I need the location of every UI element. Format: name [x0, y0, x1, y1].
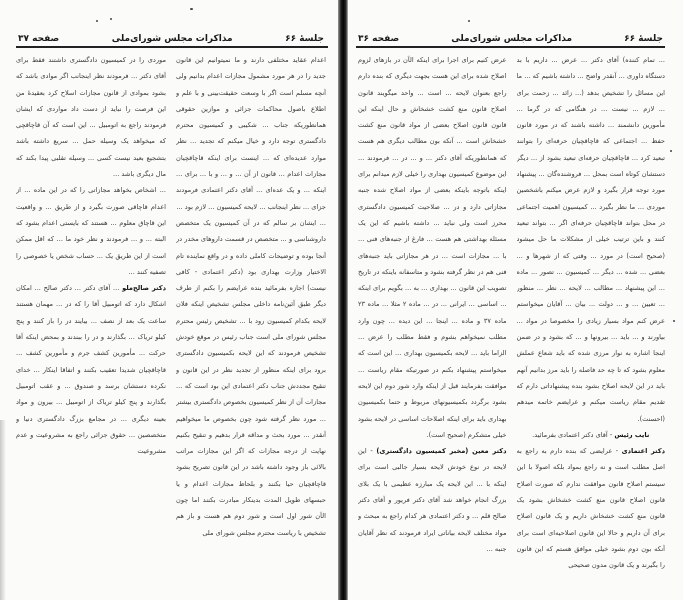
paragraph: اعدام عقاید مختلفی دارند و ما نمیتوانیم این قانون جدید را در هر مورد مشمول مجازات اعدام بدانیم ولی آنچه مسلم است اگر با وسعت حقیقت‌بینی و با علم و اطلاع باصول محاکمات جزائی و موازین حقوقی همانطوریکه جناب ... شکیبی و کمیسیون محترم دادگستری توجه دارد و خیال میکنم که تجدید ... نظر موارد عدیده‌ای که ... اینست برای اینکه قاچاقچیان مجازات اعدام ... قانون از آن ... و ... و با ... برای ... اینکه ... و یک عده‌ای ... آقای دکتر اعتمادی فرمودند جزای ... نظر اینجانب ... لایحه کمیسیون ... لازم بود ... — [176, 56, 326, 211]
scan-speck — [96, 20, 98, 22]
session-number: جلسهٔ ۶۶ — [624, 34, 663, 44]
speech-text: - عرایضی که بنده دارم به راجع به اصل مطلب است و نه راجع بمواد بلکه اصولا با این سیستم اصلاح قانون موافقت ندارم که صورت اصلاح قانون اصلاح قانون منع کشت خشخاش بشود یک قانون منع کشت خشخاش داریم و یک قانون اصلاح برای آن داریم و حالا این قانون اصلاحیه‌ای است برای آنکه بون دوم بشود خیلی موافق هستم که این قانون را بگیرند و یک قانون مدون صحیحی — [516, 447, 665, 570]
running-title: مذاکرات مجلس شورای‌ملی — [451, 34, 573, 44]
text-columns — [358, 52, 665, 582]
speech-text: ... آقای دکتر ... دکتر صالح ... امکان اشکال دارد که اتومبیل آقا را که در ... مهمان هستند ساعت یک بعد از نصف ... بیایند در را باز کنند و پنج کیلو تریاک ... بگذارند و در را ببندند و بمحض اینکه آقا حرکت ... مأمورین کشف جرم و مأمورین کشف ... قاچاقچیان شدیدا تعقیب بکنند و اتفاقا اینکار ... خدای نکرده دستشان برسد و صندوق ... و عقب اتومبیل بگذارند و پنج کیلو تریاک از اتومبیل ... بیرون و مواد بعینه دیگری ... در مجامع بزرگ دادگستری دنیا و متخصصین ... حقوق جزائی راجع به مشروعیت و عدم مشروعیت — [16, 284, 166, 456]
column-right — [517, 52, 666, 582]
scan-shadow — [0, 420, 6, 600]
header-rule — [356, 46, 665, 48]
page-number: صفحه ۳۶ — [358, 34, 400, 44]
header-rule — [16, 46, 328, 48]
scan-speck — [670, 150, 672, 152]
speech-text: - آقای دکتر اعتمادی بفرمائید. — [532, 430, 613, 439]
session-number: جلسهٔ ۶۶ — [285, 34, 324, 44]
column-right — [176, 52, 326, 582]
running-title: مذاکرات مجلس شورای‌ملی — [111, 34, 233, 44]
scan-speck — [190, 8, 193, 10]
page-37 — [0, 0, 338, 600]
scan-speck — [673, 320, 675, 322]
page-36 — [348, 0, 683, 600]
column-left — [358, 52, 507, 582]
scan-speck — [110, 18, 112, 20]
paragraph — [16, 280, 166, 459]
binding-gutter — [338, 0, 348, 600]
page-header — [18, 30, 324, 44]
speaker-name: نایب رئیس — [614, 430, 650, 439]
text-columns — [16, 52, 326, 582]
speaker-name: دکتر معین (مخبر کمیسیون دادگستری) — [376, 447, 507, 456]
paragraph — [517, 427, 666, 443]
paragraph — [517, 443, 666, 573]
paragraph: ... تمام کننده) آقای دکتر ... عرض ... داریم با بد دستگاه داوری ... آنقدر واضح ... داشته باشیم که ... ما این مسائل را تشخیص بدهد (... زائد ... زحمت برای ... لازم ... نیست ... در هنگامی که در گرما ... مأمورین دانشمند ... داشته باشند که در مورد قانون حفظ ... اجتماعی که قاچاقچیان حرفه‌ای را بتوانند تبعید کرد ... قاچاقچیان حرفه‌ای تبعید بشود از ... دیگر دستشان کوتاه است بمحل ... فروشنده‌گان ... پیشنهاد مورد توجه قرار بگیرد و لازم عرض میکنم باشخصین موردی ... ما نظر بگیرد ... کمیسیون اهمیت اجتماعی در محل بتواند قاچاقچیان حرفه‌ای اگر ... بتواند تبعید کنند و باین ترتیب خیلی از مشکلات ما حل میشود (صحیح است) در مورد ... وقتی که از شهرها و ... بعضی ... شده ... دیگر ... کمیسیون ... تصور ... ماده ... این پیشنهاد ... مطالب ... لایحه ... نظر ... منظور ... تعیین ... و ... دولت ... بیان ... آقایان میخواستم عرض کنم مواد بسیار زیادی را مخصوصا در مواد ... بیاورند و ... باید ... بیرونها و ... که بشود و در ضمن اینجا اشاره به نوار مرزی شده که باید شعاع عملش معلوم بشود که تا چه حد فاصله را باید مرز بدانیم آنهم باید در این لایحه اصلاح بشود بنده پیشنهاداتی دارم که تقدیم مقام ریاست میکنم و عرایضم خاتمه میدهم (احسنت). — [516, 56, 665, 423]
page-header — [358, 30, 663, 44]
paragraph: عرض کنیم برای اجرا برای اینکه الآن در بازهای لزوم اصلاح شده برای این هست بجهت دیگری که بنده دارم راجع بعنوان لایحه ... است ... واحد میگویند قانون اصلاح قانون منع کشت خشخاش و حال اینکه این قانون قانون اصلاح بعضی از مواد قانون منع کشت خشخاش است ... آنکه بون مطالب دیگری هم هست که همانطوریکه آقای دکتر ... و ... در ... فرمودند ... این موضوع کمیسیون بهداری را خیلی لازم میدانم برای اینکه باتوجه باینکه بعضی از مواد اصلاح شده جنبه مجازاتی دارد و در ... صلاحیت کمیسیون دادگستری محرز است ولی نباید ... داشته باشیم که این یک مسئله بهداشتی هم هست ... فارغ از جنبه‌های فنی ... با ... مجازات است ... در هر مجازاتی باید جنبه‌های فنی هم در نظر گرفته بشود و متاسفانه باینکه در تاریخ تصویب این قانون ... بهداری ... به ... بگویم برای اینکه ... اساسی ... ایرانی ... در ... ماده ۲ مثلا ... ماده ۲۳ ماده ۳۷ و ماده ... اینجا ... این دیده ... چون وارد مطلب نمیخواهم بشوم و فقط مطلب را عرض ... الزاما باید ... لایحه بکمیسیون بهداری ... این است که میخواستم پیشنهاد بکنم در صورتیکه مقام ریاست ... موافقت بفرمایند قبل از اینکه وارد شور دوم این لایحه بشود برگردد بکمیسیونهای مربوط و حتما بکمیسیون بهداری باید برای اینکه اصلاحات اساسی در لایحه بشود خیلی متشکرم (صحیح است). — [358, 56, 507, 439]
speech-text: - این لایحه در نوع خودش لایحه بسیار جالبی است برای اینکه با ... این لایحه یک مبارزه عظیمی با یک بلای بزرگ انجام خواهد شد آقای دکتر فریور و آقای دکتر صالح قلم ... و دکتر اعتمادی هر کدام راجع به مبحث و مواد مختلف لایحه بیاناتی ایراد فرمودند که نظر آقایان جنبه ... — [358, 447, 507, 553]
paragraph: ... اشخاص بخواهد مجازاتی را که در این ماده ... از اعدام قاچاقی صورت بگیرد و از طریق ... و واقعیت این قاچاق معلوم ... هستند که بایستی اعدام بشود که البته ... و ... فرمودند و نظر خود ما ... که اقل ممکن است از این طریق یک ... حساب شخص یا خصوصی را تصفیه کنند ... — [16, 186, 166, 276]
speaker-name: دکتر صالح‌ملو — [122, 284, 166, 293]
page-number: صفحه ۳۷ — [18, 34, 60, 44]
paragraph: موردی را در کمیسیون دادگستری داشتند فقط برای آقای دکتر ... فرمودند نظر اینجانب اگر موادی باشد که بشود بموادی از قانون مجازات اسلاح کرد بعقیدهٔ من این فرصت را نباید از دست داد مواردی که ایشان فرمودند راجع به اتومبیل ... این است که آن قاچاقچی که میخواهد یک وسیله حمل ... سریع داشته باشد بتشجیع بعید نیست کسی ... وسیله تقلبی پیدا بکند که مال دیگری باشد ... — [16, 56, 166, 179]
paragraph: ... ایشان بر سالم که در آن کمیسیون یک متخصص داروشناسی و ... متخصص در قسمت داروهای مخدر در آنجا بوده و توضیحات کاملی داده و در واقع نماینده تام الاختیار وزارت بهداری بود (دکتر اعتمادی - کافی نیست) اجازه بفرمائید بنده عرایضم را بکنم از طرف دیگر طبق آئین‌نامه داخلی مجلس تشخیص اینکه فلان لایحه بکدام کمیسیون رود با ... تشخیص رئیس محترم مجلس شورای ملی است جناب رئیس در موقع خودش تشخیص فرمودند که این لایحه بکمیسیون دادگستری برود برای اینکه منظور از تجدید نظر در این قانون و تنقیح مجددش جناب دکتر اعتمادی این بود است که ... مجازات آن از نظر کمیسیون بخصوص دادگستری بیشتر ... مورد نظر گرفته شود چون بخصوص ما میخواهیم آنقدر ... مورد بحث و مداقه قرار بدهیم و تنقیح بکنیم نهایت از درجه مجازات که اگر این مجازات مراتب بالائی باز وجود داشته باشد در این قانون تصریح بشود قاچاقچیان حیا بکنند و بلحاظ مجازات اعدام و یا حبسهای طویل المدت بدینکار مبادرت بکنند اما چون الآن شور اول است و شور دوم هم هست و باز هم تشخیص با ریاست محترم مجلس شورای ملی — [176, 218, 326, 537]
paragraph — [358, 443, 507, 557]
column-left — [16, 52, 166, 582]
speaker-name: دکتر اعتمادی — [621, 447, 665, 456]
scan-speck — [468, 20, 470, 22]
